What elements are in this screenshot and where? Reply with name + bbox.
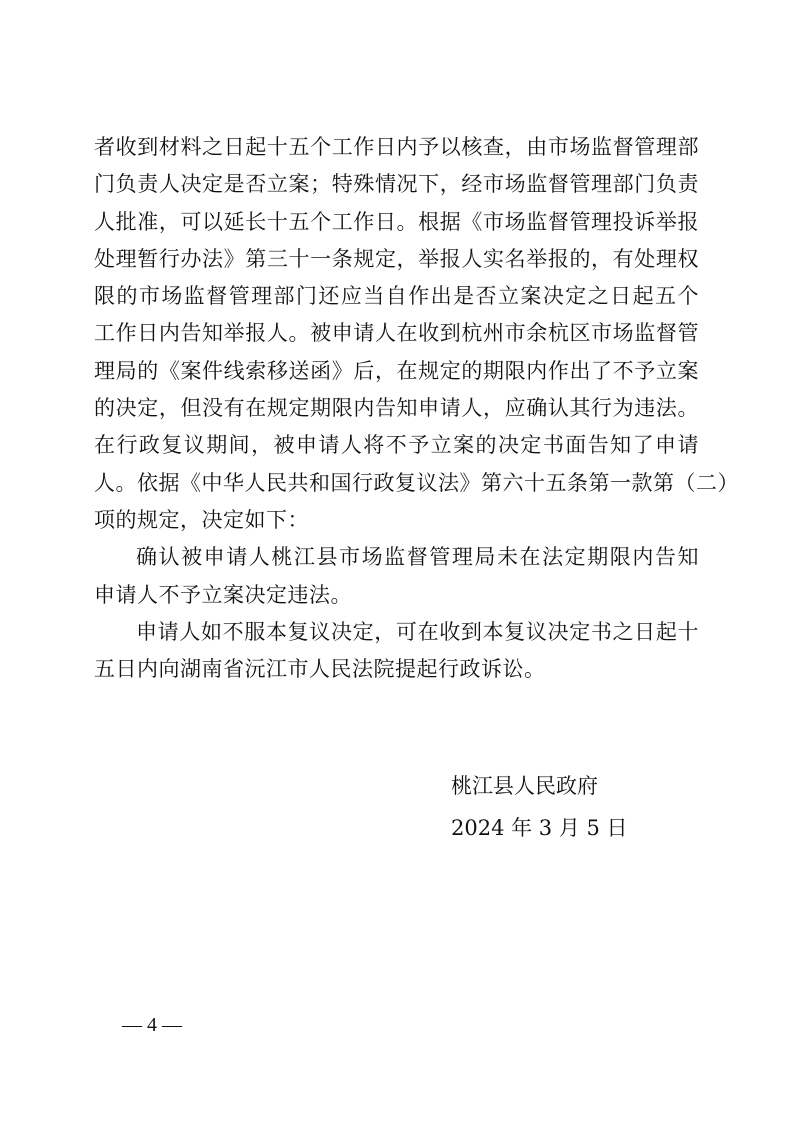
paragraph-1-line-8: 的决定，但没有在规定期限内告知申请人，应确认其行为违法。 [94, 396, 699, 421]
paragraph-1-line-11: 项的规定，决定如下： [94, 507, 309, 532]
paragraph-1-line-10: 人。依据《中华人民共和国行政复议法》第六十五条第一款第（二） [94, 470, 739, 495]
document-body [94, 129, 739, 688]
paragraph-3-line-2: 五日内向湖南省沅江市人民法院提起行政诉讼。 [94, 657, 546, 682]
paragraph-1-line-5: 限的市场监督管理部门还应当自作出是否立案决定之日起五个 [94, 284, 699, 309]
paragraph-1-line-3: 人批准，可以延长十五个工作日。根据《市场监督管理投诉举报 [94, 209, 699, 234]
paragraph-1-line-4: 处理暂行办法》第三十一条规定，举报人实名举报的，有处理权 [94, 246, 699, 271]
paragraph-1-line-9: 在行政复议期间，被申请人将不予立案的决定书面告知了申请 [94, 433, 699, 458]
paragraph-2-line-2: 申请人不予立案决定违法。 [94, 582, 352, 607]
paragraph-1-line-1: 者收到材料之日起十五个工作日内予以核查，由市场监督管理部 [94, 135, 699, 159]
paragraph-3-line-1: 申请人如不服本复议决定，可在收到本复议决定书之日起十 [136, 619, 699, 644]
signature-date: 2024 年 3 月 5 日 [451, 816, 628, 840]
paragraph-1-line-6: 工作日内告知举报人。被申请人在收到杭州市余杭区市场监督管 [94, 321, 699, 346]
paragraph-1-line-7: 理局的《案件线索移送函》后，在规定的期限内作出了不予立案 [94, 358, 699, 383]
page-number: — 4 — [122, 1014, 182, 1036]
paragraph-2-line-1: 确认被申请人桃江县市场监督管理局未在法定期限内告知 [136, 545, 699, 570]
paragraph-1-line-2: 门负责人决定是否立案；特殊情况下，经市场监督管理部门负责 [94, 172, 699, 197]
signature-organization: 桃江县人民政府 [451, 774, 598, 798]
